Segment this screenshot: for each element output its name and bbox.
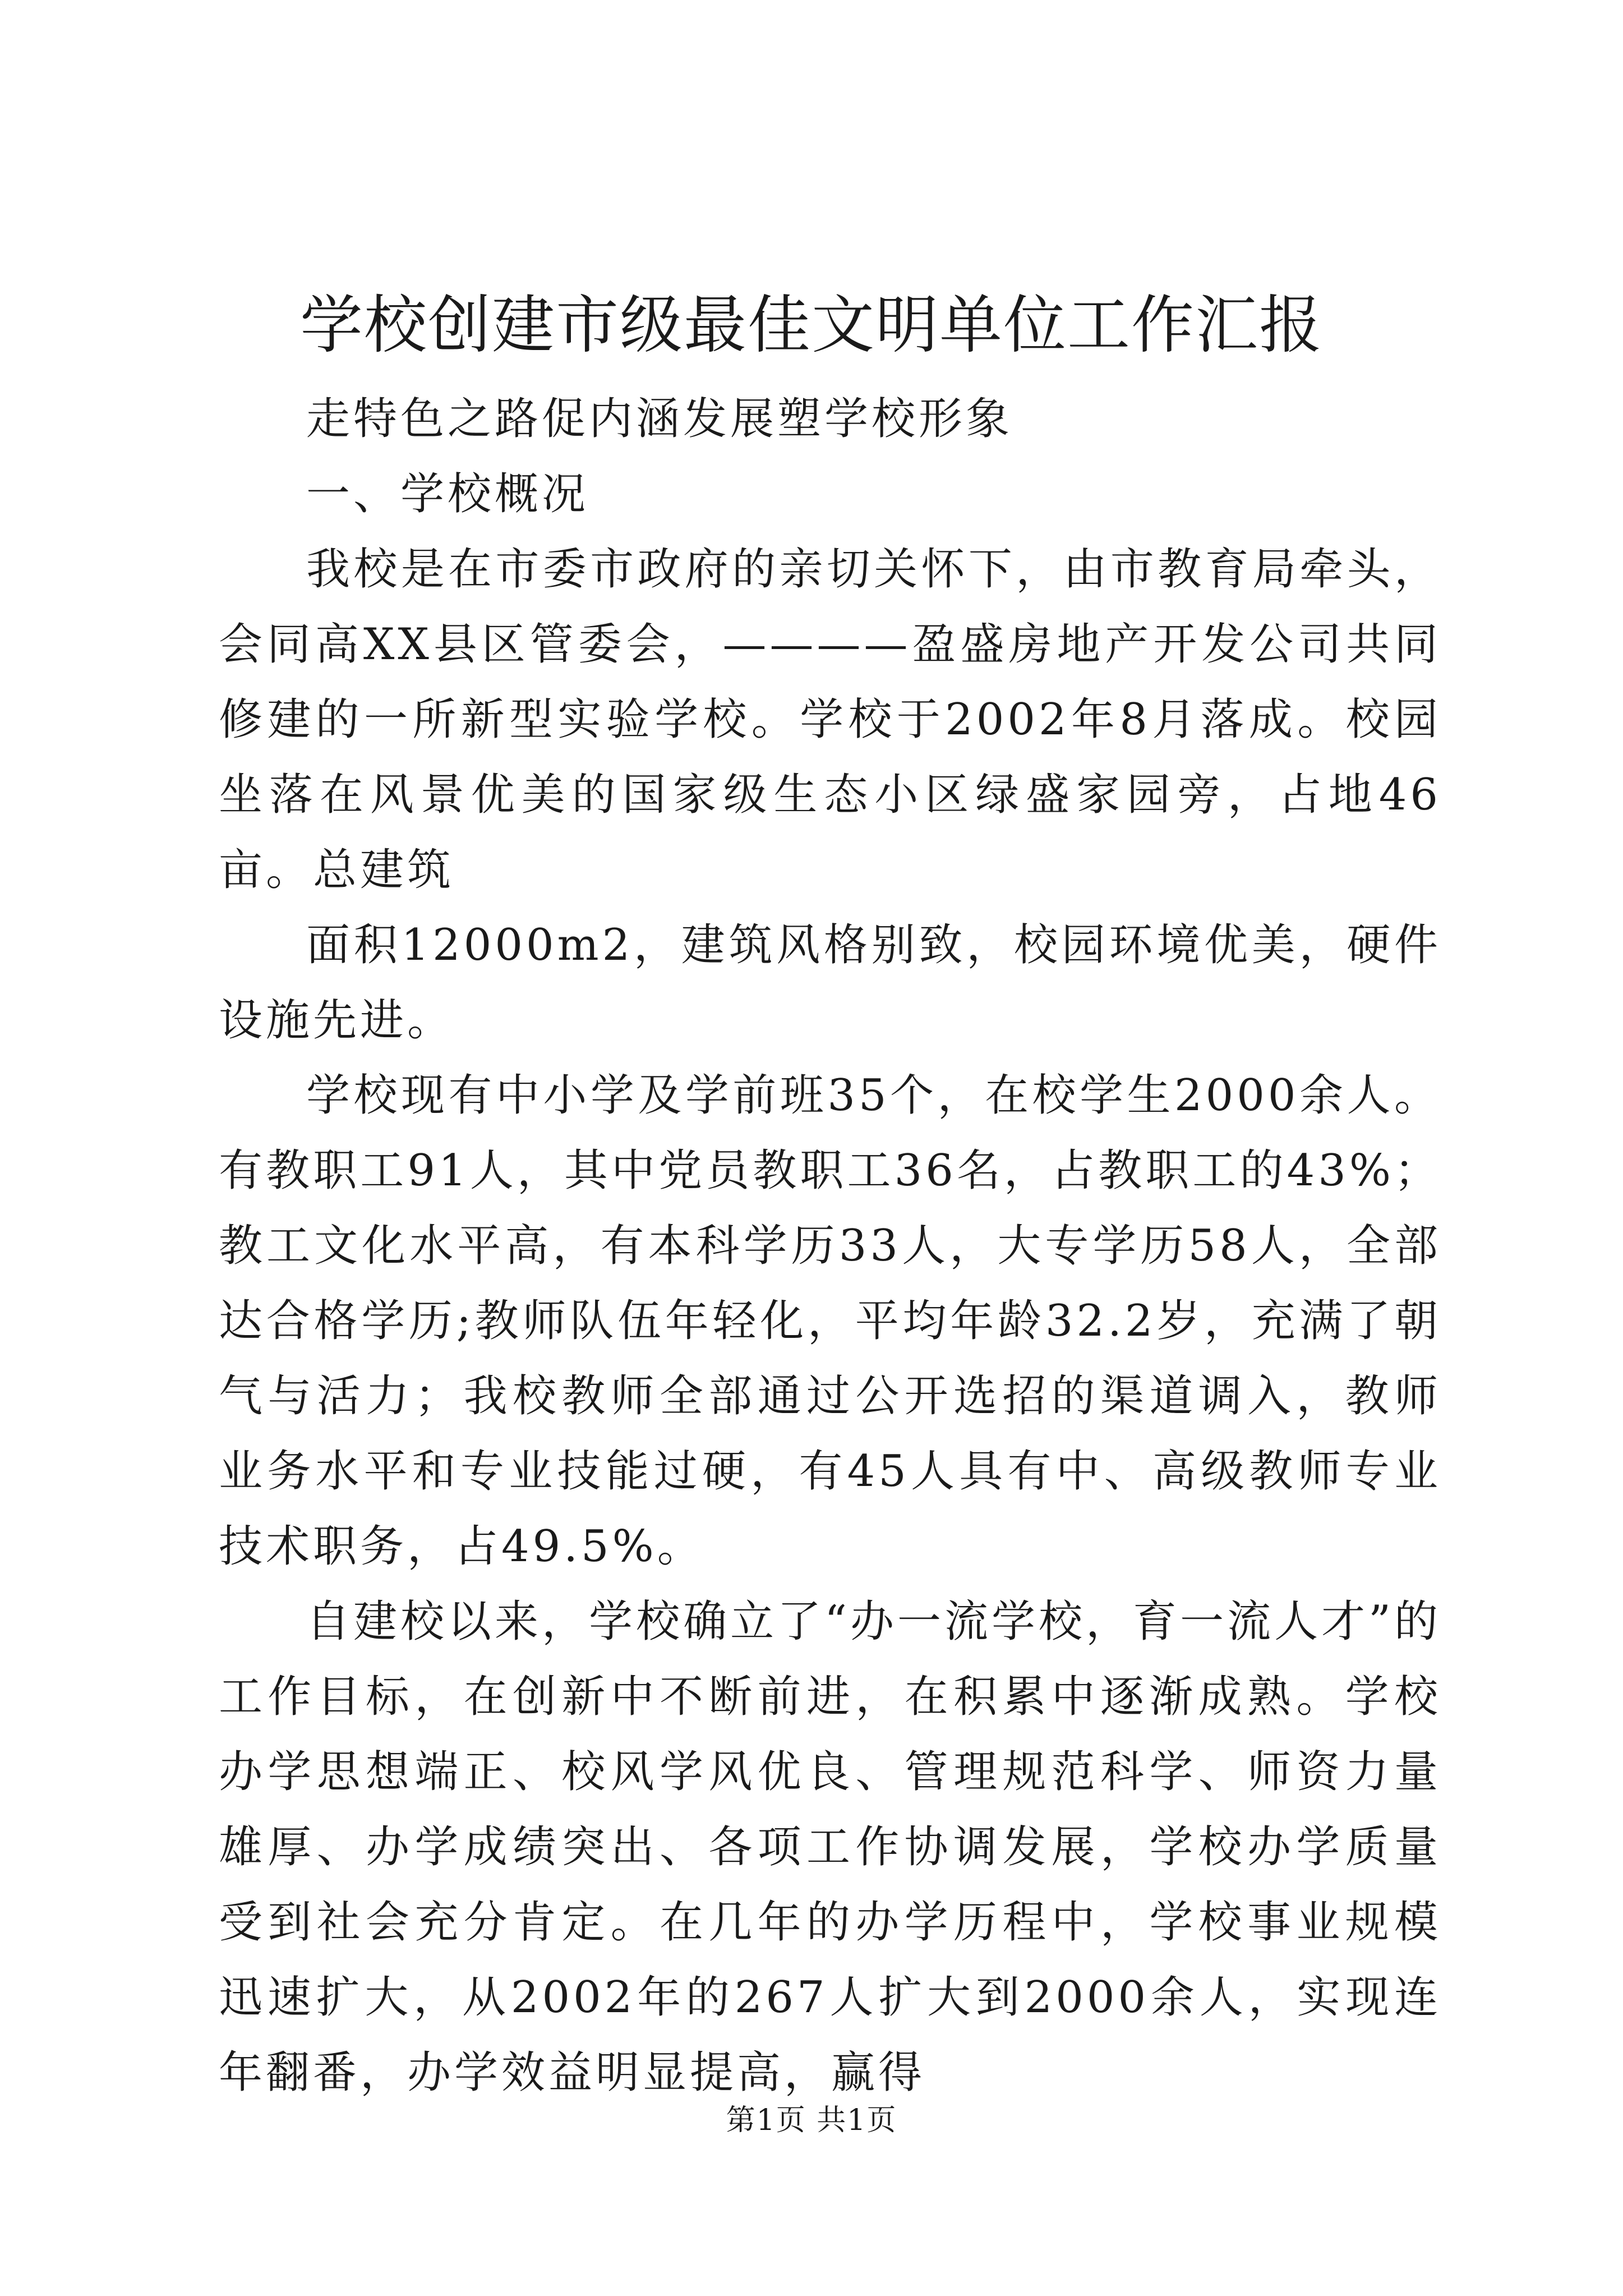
page-footer bbox=[0, 2101, 1623, 2140]
body-paragraph: 自建校以来，学校确立了“办一流学校，育一流人才”的工作目标，在创新中不断前进，在积累中逐渐成熟。学校办学思想端正、校风学风优良、管理规范科学、师资力量雄厚、办学成绩突出、各项工作协调发展，学校办学质量受到社会充分肯定。在几年的办学历程中，学校事业规模迅速扩大，从2002年的267人扩大到2000余人，实现连年翻番，办学效益明显提高，赢得 bbox=[219, 1596, 1441, 2098]
document-title: 学校创建市级最佳文明单位工作汇报 bbox=[300, 289, 1323, 362]
page-number: 第1页 共1页 bbox=[726, 2104, 897, 2137]
section-heading: 一、学校概况 bbox=[306, 469, 589, 519]
body-paragraph: 面积12000m2，建筑风格别致，校园环境优美，硬件设施先进。 bbox=[219, 920, 1441, 1046]
document-body bbox=[219, 381, 1441, 2110]
subtitle-paragraph: 走特色之路促内涵发展塑学校形象 bbox=[306, 394, 1013, 444]
body-paragraph: 学校现有中小学及学前班35个，在校学生2000余人。有教职工91人，其中党员教职工36名，占教职工的43%；教工文化水平高，有本科学历33人，大专学历58人，全部达合格学历;教师队伍年轻化，平均年龄32.2岁，充满了朝气与活力；我校教师全部通过公开选招的渠道调入，教师业务水平和专业技能过硬，有45人具有中、高级教师专业技术职务，占49.5%。 bbox=[219, 1070, 1441, 1572]
body-paragraph: 我校是在市委市政府的亲切关怀下，由市教育局牵头，会同高XX县区管委会，————盈盛房地产开发公司共同修建的一所新型实验学校。学校于2002年8月落成。校园坐落在风景优美的国家级生态小区绿盛家园旁，占地46亩。总建筑 bbox=[219, 544, 1441, 895]
